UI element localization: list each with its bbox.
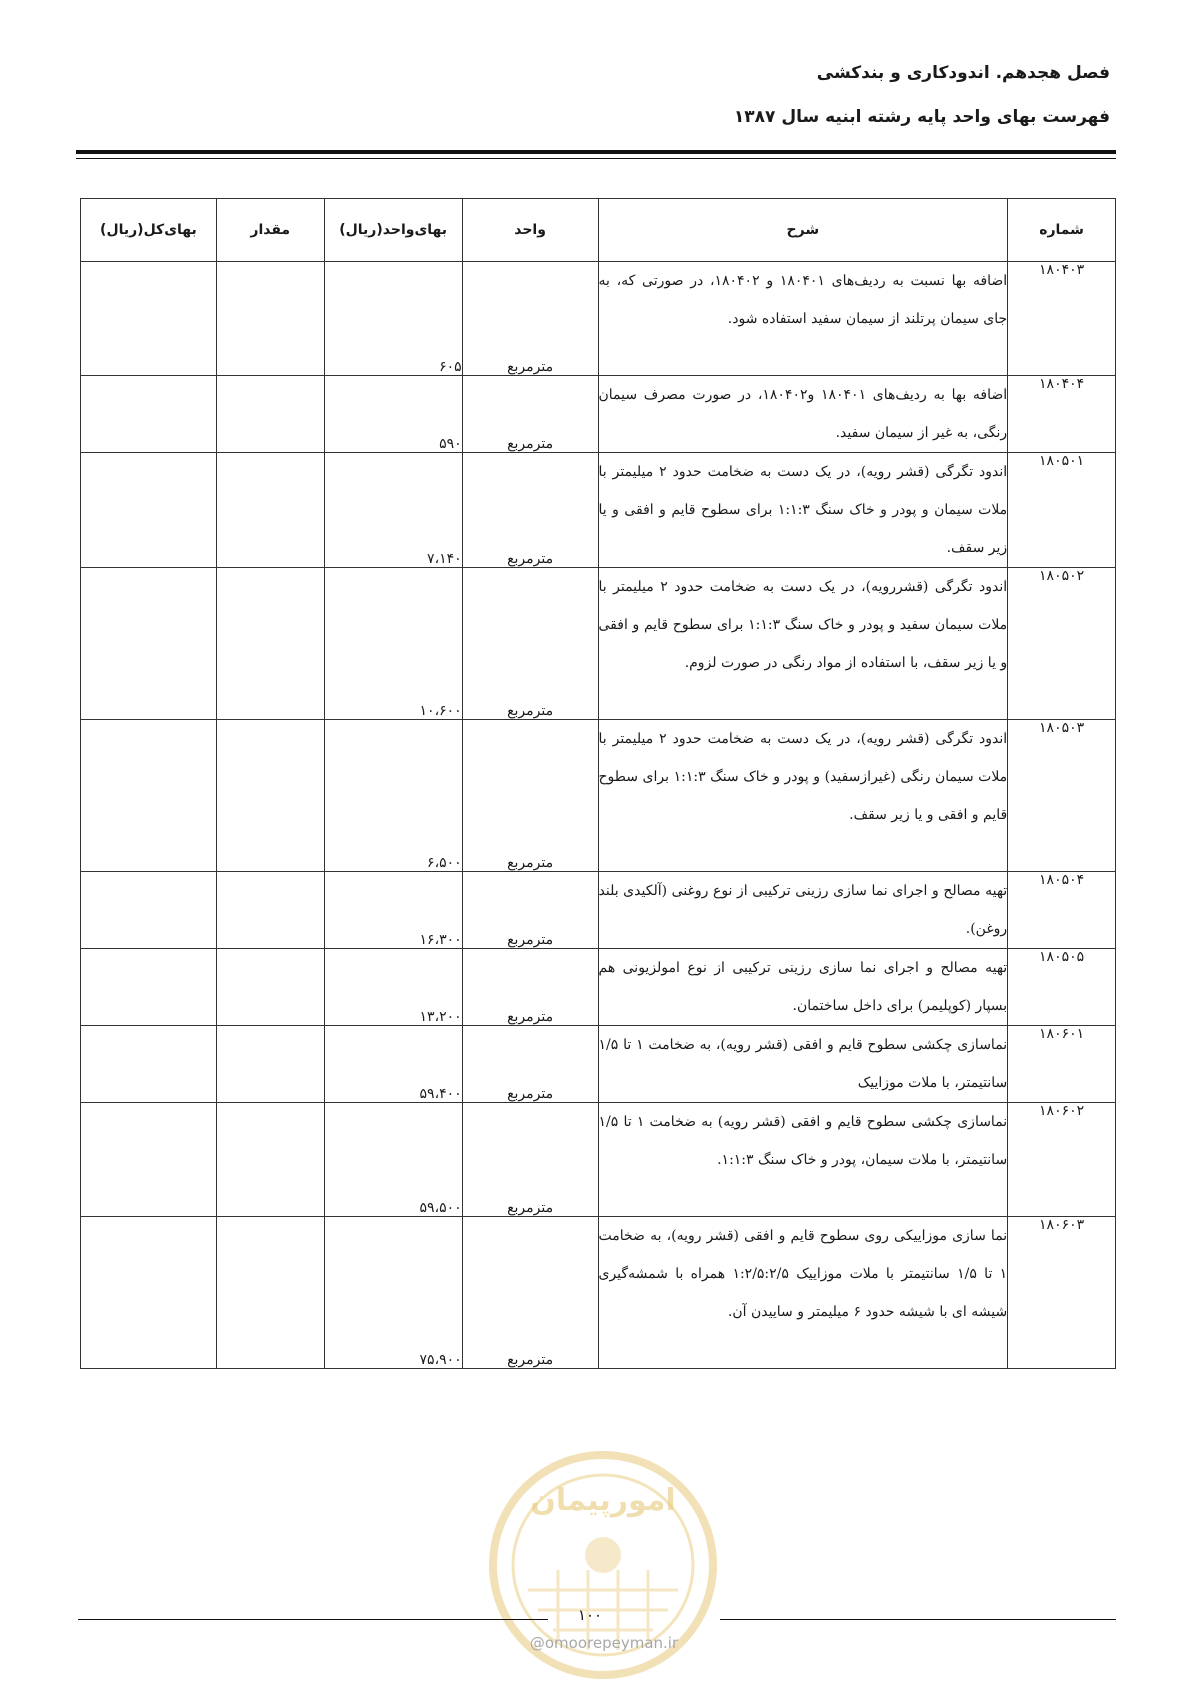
row-unit-price: ۱۶،۳۰۰: [324, 872, 462, 949]
row-description: اضافه بها نسبت به ردیف‌های ۱۸۰۴۰۱ و ۱۸۰۴۰۲، در صورتی که، به جای سیمان پرتلند از سیمان سفید استفاده شود.: [598, 262, 1008, 376]
table-row: [81, 872, 1116, 949]
row-unit-price: ۶،۵۰۰: [324, 720, 462, 872]
row-unit: مترمربع: [462, 568, 598, 720]
table-row: [81, 1103, 1116, 1217]
row-number: ۱۸۰۵۰۳: [1008, 720, 1116, 872]
row-description: نماسازی چکشی سطوح قایم و افقی (قشر رویه)، به ضخامت ۱ تا ۱/۵ سانتیمتر، با ملات موزاییک: [598, 1026, 1008, 1103]
table-row: [81, 1217, 1116, 1369]
row-unit: مترمربع: [462, 453, 598, 568]
row-quantity: [216, 376, 324, 453]
row-number: ۱۸۰۶۰۱: [1008, 1026, 1116, 1103]
row-description: تهیه مصالح و اجرای نما سازی رزینی ترکیبی از نوع روغنی (آلکیدی بلند روغن).: [598, 872, 1008, 949]
at-icon: @: [529, 1634, 545, 1652]
row-number: ۱۸۰۴۰۴: [1008, 376, 1116, 453]
row-unit: مترمربع: [462, 262, 598, 376]
table-row: [81, 568, 1116, 720]
row-unit: مترمربع: [462, 1217, 598, 1369]
list-title: فهرست بهای واحد پایه رشته ابنیه سال ۱۳۸۷: [733, 107, 1110, 127]
seal-icon: [478, 1440, 728, 1690]
row-description: نما سازی موزاییکی روی سطوح قایم و افقی (قشر رویه)، به ضخامت ۱ تا ۱/۵ سانتیمتر با ملات موزاییک ۱:۲/۵:۲/۵ همراه با شمشه‌گیری شیشه ای با شیشه حدود ۶ میلیمتر و ساییدن آن.: [598, 1217, 1008, 1369]
row-unit-price: ۶۰۵: [324, 262, 462, 376]
row-total-price: [81, 376, 217, 453]
row-number: ۱۸۰۵۰۱: [1008, 453, 1116, 568]
row-number: ۱۸۰۶۰۳: [1008, 1217, 1116, 1369]
row-quantity: [216, 453, 324, 568]
row-unit-price: ۵۹،۵۰۰: [324, 1103, 462, 1217]
row-total-price: [81, 1217, 217, 1369]
row-total-price: [81, 949, 217, 1026]
page-header: [734, 60, 1110, 130]
row-unit: مترمربع: [462, 1026, 598, 1103]
row-number: ۱۸۰۵۰۴: [1008, 872, 1116, 949]
footer-rule-right: [720, 1619, 1116, 1620]
row-description: اندود تگرگی (قشر رویه)، در یک دست به ضخامت حدود ۲ میلیمتر با ملات سیمان و پودر و خاک سنگ ۱:۱:۳ برای سطوح قایم و افقی و یا زیر سقف.: [598, 453, 1008, 568]
row-unit-price: ۵۹۰: [324, 376, 462, 453]
price-table: [80, 198, 1116, 1369]
row-quantity: [216, 872, 324, 949]
table-row: [81, 376, 1116, 453]
row-quantity: [216, 262, 324, 376]
row-unit-price: ۷۵،۹۰۰: [324, 1217, 462, 1369]
table-row: [81, 949, 1116, 1026]
row-unit-price: ۵۹،۴۰۰: [324, 1026, 462, 1103]
row-quantity: [216, 720, 324, 872]
row-description: تهیه مصالح و اجرای نما سازی رزینی ترکیبی از نوع امولزیونی هم بسپار (کوپلیمر) برای داخل ساختمان.: [598, 949, 1008, 1026]
table-header-row: [81, 199, 1116, 262]
row-total-price: [81, 720, 217, 872]
table-row: [81, 720, 1116, 872]
row-unit: مترمربع: [462, 1103, 598, 1217]
row-quantity: [216, 1103, 324, 1217]
header-rule-thin: [76, 158, 1116, 159]
col-total-price-header: بهای‌کل(ریال): [81, 199, 217, 262]
table-row: [81, 262, 1116, 376]
row-unit-price: ۱۰،۶۰۰: [324, 568, 462, 720]
row-number: ۱۸۰۵۰۵: [1008, 949, 1116, 1026]
row-description: اضافه بها به ردیف‌های ۱۸۰۴۰۱ و۱۸۰۴۰۲، در صورت مصرف سیمان رنگی، به غیر از سیمان سفید.: [598, 376, 1008, 453]
table-row: [81, 453, 1116, 568]
row-number: ۱۸۰۵۰۲: [1008, 568, 1116, 720]
watermark-seal: [478, 1440, 728, 1690]
watermark-text: امورپیمان: [530, 1483, 676, 1518]
row-total-price: [81, 262, 217, 376]
row-quantity: [216, 1026, 324, 1103]
row-quantity: [216, 949, 324, 1026]
row-total-price: [81, 568, 217, 720]
row-quantity: [216, 568, 324, 720]
row-unit: مترمربع: [462, 376, 598, 453]
chapter-title: فصل هجدهم. اندودکاری و بندکشی: [816, 63, 1110, 83]
row-total-price: [81, 872, 217, 949]
row-description: اندود تگرگی (قشررویه)، در یک دست به ضخامت حدود ۲ میلیمتر با ملات سیمان سفید و پودر و خاک سنگ ۱:۱:۳ برای سطوح قایم و افقی و یا زیر سقف، با استفاده از مواد رنگی در صورت لزوم.: [598, 568, 1008, 720]
col-unit-price-header: بهای‌واحد(ریال): [324, 199, 462, 262]
row-total-price: [81, 1026, 217, 1103]
col-description-header: شرح: [598, 199, 1008, 262]
page-number: ۱۰۰: [577, 1606, 603, 1624]
col-quantity-header: مقدار: [216, 199, 324, 262]
site-url: omoorepeyman.ir: [544, 1634, 679, 1652]
table-row: [81, 1026, 1116, 1103]
row-quantity: [216, 1217, 324, 1369]
row-unit: مترمربع: [462, 872, 598, 949]
row-total-price: [81, 453, 217, 568]
row-unit: مترمربع: [462, 720, 598, 872]
row-description: اندود تگرگی (قشر رویه)، در یک دست به ضخامت حدود ۲ میلیمتر با ملات سیمان رنگی (غیرازسفید) و پودر و خاک سنگ ۱:۱:۳ برای سطوح قایم و افقی و یا زیر سقف.: [598, 720, 1008, 872]
site-watermark: [494, 1634, 714, 1652]
footer-rule-left: [78, 1619, 548, 1620]
row-total-price: [81, 1103, 217, 1217]
row-unit-price: ۱۳،۲۰۰: [324, 949, 462, 1026]
row-unit-price: ۷،۱۴۰: [324, 453, 462, 568]
row-number: ۱۸۰۴۰۳: [1008, 262, 1116, 376]
col-number-header: شماره: [1008, 199, 1116, 262]
row-description: نماسازی چکشی سطوح قایم و افقی (قشر رویه) به ضخامت ۱ تا ۱/۵ سانتیمتر، با ملات سیمان، پودر و خاک سنگ ۱:۱:۳.: [598, 1103, 1008, 1217]
row-number: ۱۸۰۶۰۲: [1008, 1103, 1116, 1217]
row-unit: مترمربع: [462, 949, 598, 1026]
header-rule-thick: [76, 150, 1116, 154]
col-unit-header: واحد: [462, 199, 598, 262]
